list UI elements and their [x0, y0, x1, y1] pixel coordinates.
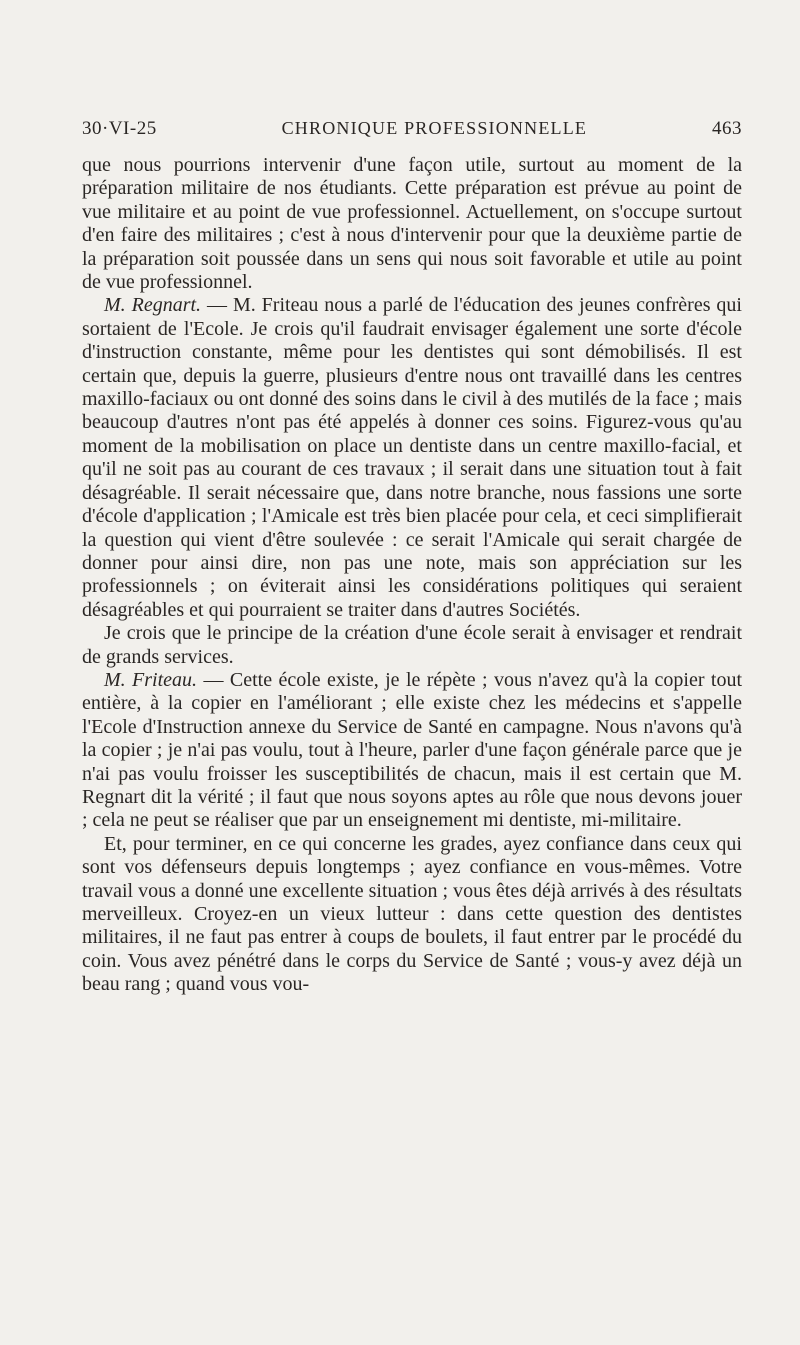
speaker-name: M. Friteau.	[104, 668, 198, 691]
running-header	[82, 118, 742, 140]
header-title: CHRONIQUE PROFESSIONNELLE	[281, 118, 588, 138]
paragraph	[82, 622, 742, 669]
paragraph	[82, 833, 742, 997]
paragraph	[82, 154, 742, 294]
paragraph	[82, 294, 742, 622]
paragraph	[82, 669, 742, 833]
body-text	[82, 154, 742, 997]
page-number: 463	[712, 118, 742, 139]
speaker-name: M. Regnart.	[104, 294, 202, 317]
paragraph-text: que nous pourrions intervenir d'une façon utile, surtout au moment de la préparation militaire de nos étudiants. Cette préparation est prévue au point de vue militaire et au point de vue professionnel. Actuellement, on s'occupe surtout d'en faire des militaires ; c'est à nous d'intervenir pour que la deuxième partie de la préparation soit poussée dans un sens qui nous soit favorable et utile au point de vue professionnel.	[82, 154, 742, 294]
paragraph-text: — Cette école existe, je le répète ; vous n'avez qu'à la copier tout entière, à la copier en l'améliorant ; elle existe chez les médecins et s'appelle l'Ecole d'Instruction annexe du Service de Santé en campagne. Nous n'avons qu'à la copier ; je n'ai pas voulu, tout à l'heure, parler d'une façon générale parce que je n'ai pas voulu froisser les susceptibilités de chacun, mais il est certain que M. Regnart dit la vérité ; il faut que nous soyons aptes au rôle que nous devons jouer ; cela ne peut se réaliser que par un enseignement mi dentiste, mi-militaire.	[82, 668, 742, 832]
paragraph-text: Et, pour terminer, en ce qui concerne les grades, ayez confiance dans ceux qui sont vos défenseurs depuis longtemps ; ayez confiance en vous-mêmes. Votre travail vous a donné une excellente situation ; vous êtes déjà arrivés à des résultats merveilleux. Croyez-en un vieux lutteur : dans cette question des dentistes militaires, il ne faut pas entrer à coups de boulets, il faut entrer par le procédé du coin. Vous avez pénétré dans le corps du Service de Santé ; vous-y avez déjà un beau rang ; quand vous vou-	[82, 832, 742, 996]
paragraph-text: — M. Friteau nous a parlé de l'éducation des jeunes confrères qui sortaient de l'Ecole. Je crois qu'il faudrait envisager également une sorte d'école d'instruction constante, même pour les dentistes qui sont démobilisés. Il est certain que, depuis la guerre, plusieurs d'entre nous ont travaillé dans les centres maxillo-faciaux ou ont donné des soins dans le civil à des mutilés de la face ; mais beaucoup d'autres n'ont pas été appelés à donner ces soins. Figurez-vous qu'au moment de la mobilisation on place un dentiste dans un centre maxillo-facial, et qu'il ne soit pas au courant de ces travaux ; il serait dans une situation tout à fait désagréable. Il serait nécessaire que, dans notre branche, nous fassions une sorte d'école d'application ; l'Amicale est très bien placée pour cela, et ceci simplifierait la question qui vient d'être soulevée : ce serait l'Amicale qui serait chargée de donner pour ainsi dire, non pas une note, mais son appréciation sur les professionnels ; on éviterait ainsi les considérations politiques qui seraient désagréables et qui pourraient se traiter dans d'autres Sociétés.	[82, 294, 742, 621]
paragraph-text: Je crois que le principe de la création d'une école serait à envisager et rendrait de grands services.	[82, 622, 742, 668]
header-date: 30·VI-25	[82, 118, 157, 139]
